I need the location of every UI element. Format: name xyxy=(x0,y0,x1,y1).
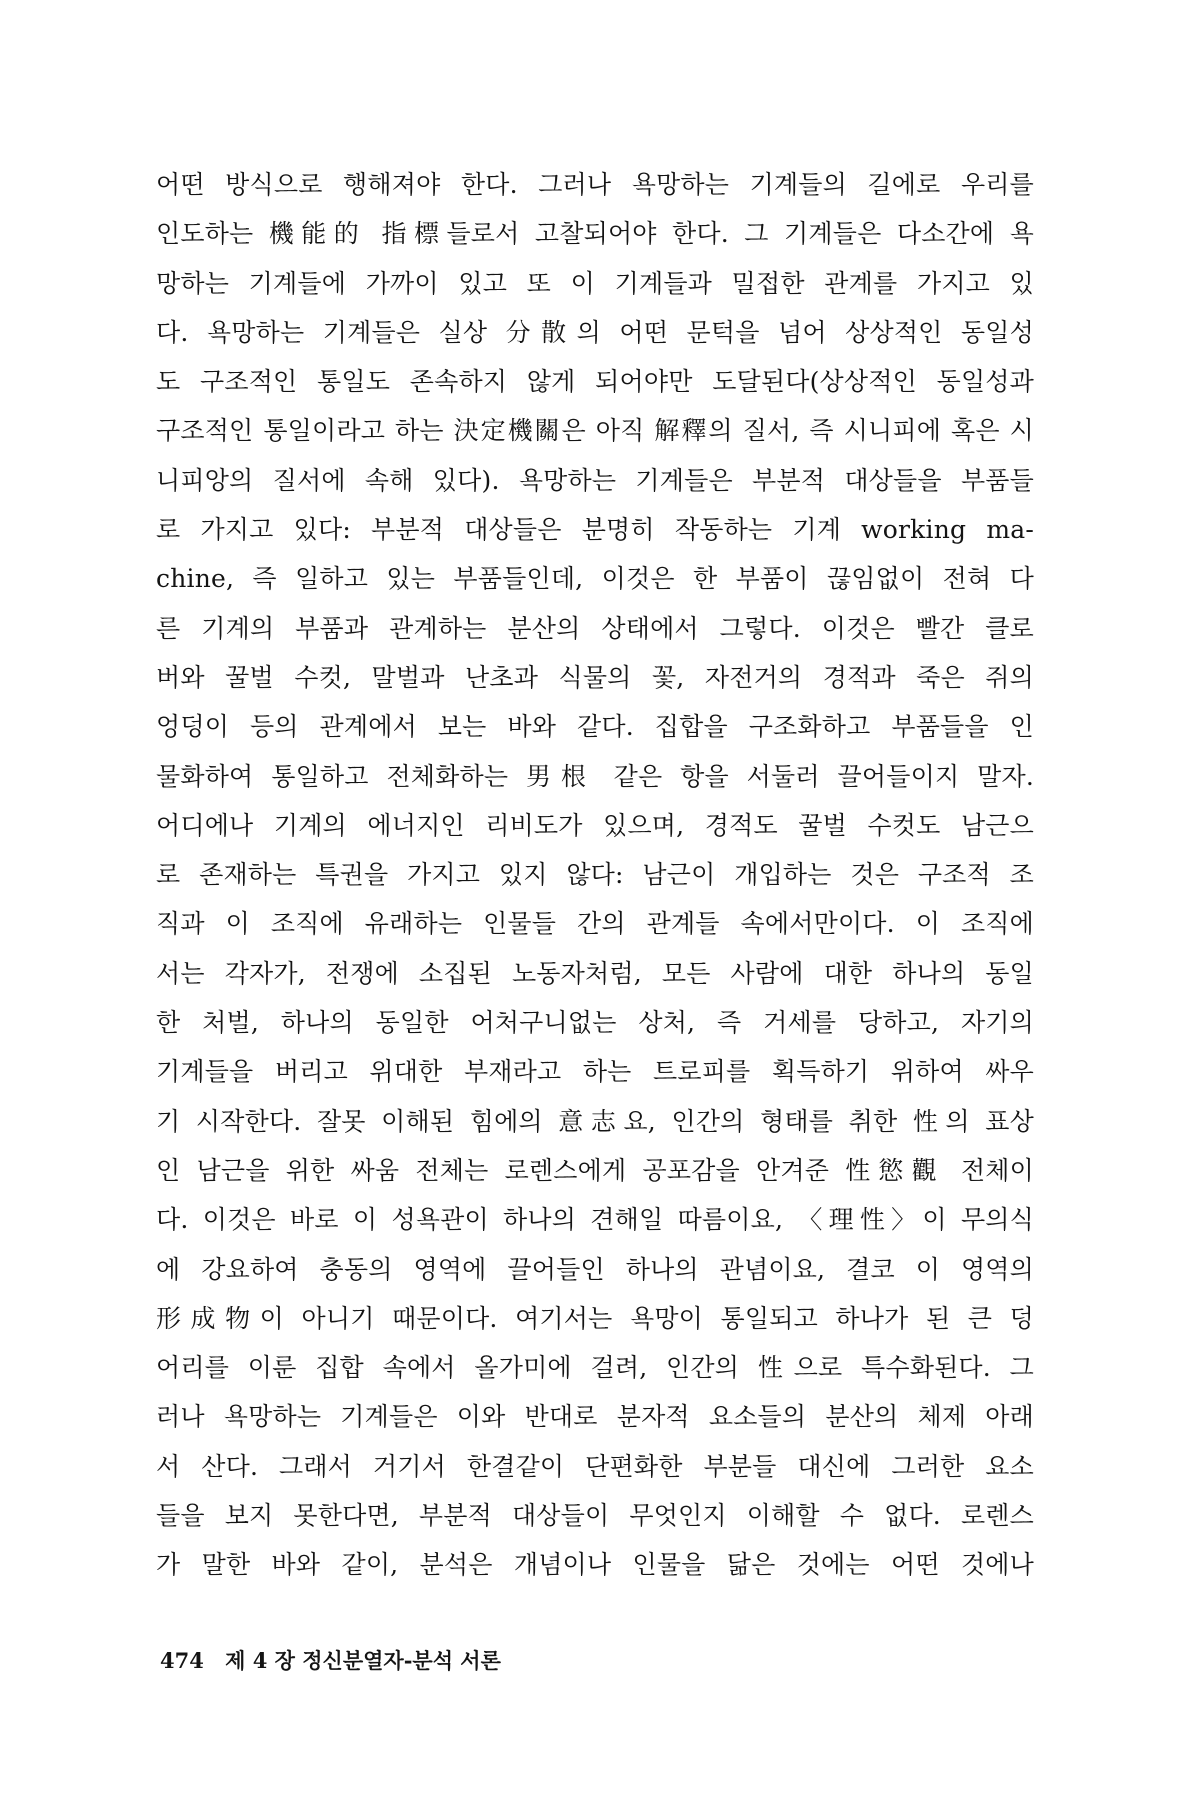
text-line: 버와 꿀벌 수컷, 말벌과 난초과 식물의 꽃, 자전거의 경적과 죽은 쥐의 xyxy=(156,662,1034,692)
text-line: 러나 욕망하는 기계들은 이와 반대로 분자적 요소들의 분산의 체제 아래 xyxy=(156,1402,1034,1432)
text-line: 어디에나 기계의 에너지인 리비도가 있으며, 경적도 꿀벌 수컷도 남근으 xyxy=(156,810,1034,840)
text-line: 形成物이 아니기 때문이다. 여기서는 욕망이 통일되고 하나가 된 큰 덩 xyxy=(156,1303,1034,1333)
text-line: 기 시작한다. 잘못 이해된 힘에의 意志요, 인간의 형태를 취한 性의 표상 xyxy=(156,1106,1034,1136)
text-line: 어리를 이룬 집합 속에서 올가미에 걸려, 인간의 性으로 특수화된다. 그 xyxy=(156,1353,1034,1383)
running-head: 제 4 장 정신분열자-분석 서론 xyxy=(225,1648,501,1673)
text-line: 인 남근을 위한 싸움 전체는 로렌스에게 공포감을 안겨준 性慾觀 전체이 xyxy=(156,1155,1034,1185)
text-line: 들을 보지 못한다면, 부분적 대상들이 무엇인지 이해할 수 없다. 로렌스 xyxy=(156,1501,1034,1531)
text-line: 다. 욕망하는 기계들은 실상 分散의 어떤 문턱을 넘어 상상적인 동일성 xyxy=(156,317,1034,347)
text-line: 직과 이 조직에 유래하는 인물들 간의 관계들 속에서만이다. 이 조직에 xyxy=(156,909,1034,939)
text-line: 서 산다. 그래서 거기서 한결같이 단편화한 부분들 대신에 그러한 요소 xyxy=(156,1451,1034,1481)
text-line: 어떤 방식으로 행해져야 한다. 그러나 욕망하는 기계들의 길에로 우리를 xyxy=(156,170,1034,199)
text-line: 인도하는 機能的 指標들로서 고찰되어야 한다. 그 기계들은 다소간에 욕 xyxy=(156,219,1034,249)
text-line: 니피앙의 질서에 속해 있다). 욕망하는 기계들은 부분적 대상들을 부품들 xyxy=(156,465,1034,495)
text-line: 한 처벌, 하나의 동일한 어처구니없는 상처, 즉 거세를 당하고, 자기의 xyxy=(156,1008,1034,1038)
text-line: 구조적인 통일이라고 하는 決定機關은 아직 解釋의 질서, 즉 시니피에 혹은 시 xyxy=(156,416,1034,446)
text-line: chine, 즉 일하고 있는 부품들인데, 이것은 한 부품이 끊임없이 전혀 다 xyxy=(156,564,1034,594)
text-line: 다. 이것은 바로 이 성욕관이 하나의 견해일 따름이요, 〈理性〉이 무의식 xyxy=(156,1205,1034,1235)
text-line: 물화하여 통일하고 전체화하는 男根 같은 항을 서둘러 끌어들이지 말자. xyxy=(156,761,1034,791)
page-number: 474 xyxy=(160,1648,204,1673)
text-line: 가 말한 바와 같이, 분석은 개념이나 인물을 닮은 것에는 어떤 것에나 xyxy=(156,1550,1034,1580)
text-line: 서는 각자가, 전쟁에 소집된 노동자처럼, 모든 사람에 대한 하나의 동일 xyxy=(156,958,1034,988)
text-line: 에 강요하여 충동의 영역에 끌어들인 하나의 관념이요, 결코 이 영역의 xyxy=(156,1254,1034,1284)
text-line: 기계들을 버리고 위대한 부재라고 하는 트로피를 획득하기 위하여 싸우 xyxy=(156,1057,1034,1087)
text-line: 망하는 기계들에 가까이 있고 또 이 기계들과 밀접한 관계를 가지고 있 xyxy=(156,268,1034,298)
text-line: 로 가지고 있다: 부분적 대상들은 분명히 작동하는 기계 working ma- xyxy=(156,515,1034,545)
body-text xyxy=(156,160,1034,1590)
text-line: 도 구조적인 통일도 존속하지 않게 되어야만 도달된다(상상적인 동일성과 xyxy=(156,367,1034,397)
text-line: 엉덩이 등의 관계에서 보는 바와 같다. 집합을 구조화하고 부품들을 인 xyxy=(156,712,1034,742)
page-footer xyxy=(160,1645,501,1675)
text-line: 로 존재하는 특권을 가지고 있지 않다: 남근이 개입하는 것은 구조적 조 xyxy=(156,860,1034,890)
text-line: 른 기계의 부품과 관계하는 분산의 상태에서 그렇다. 이것은 빨간 클로 xyxy=(156,613,1034,643)
